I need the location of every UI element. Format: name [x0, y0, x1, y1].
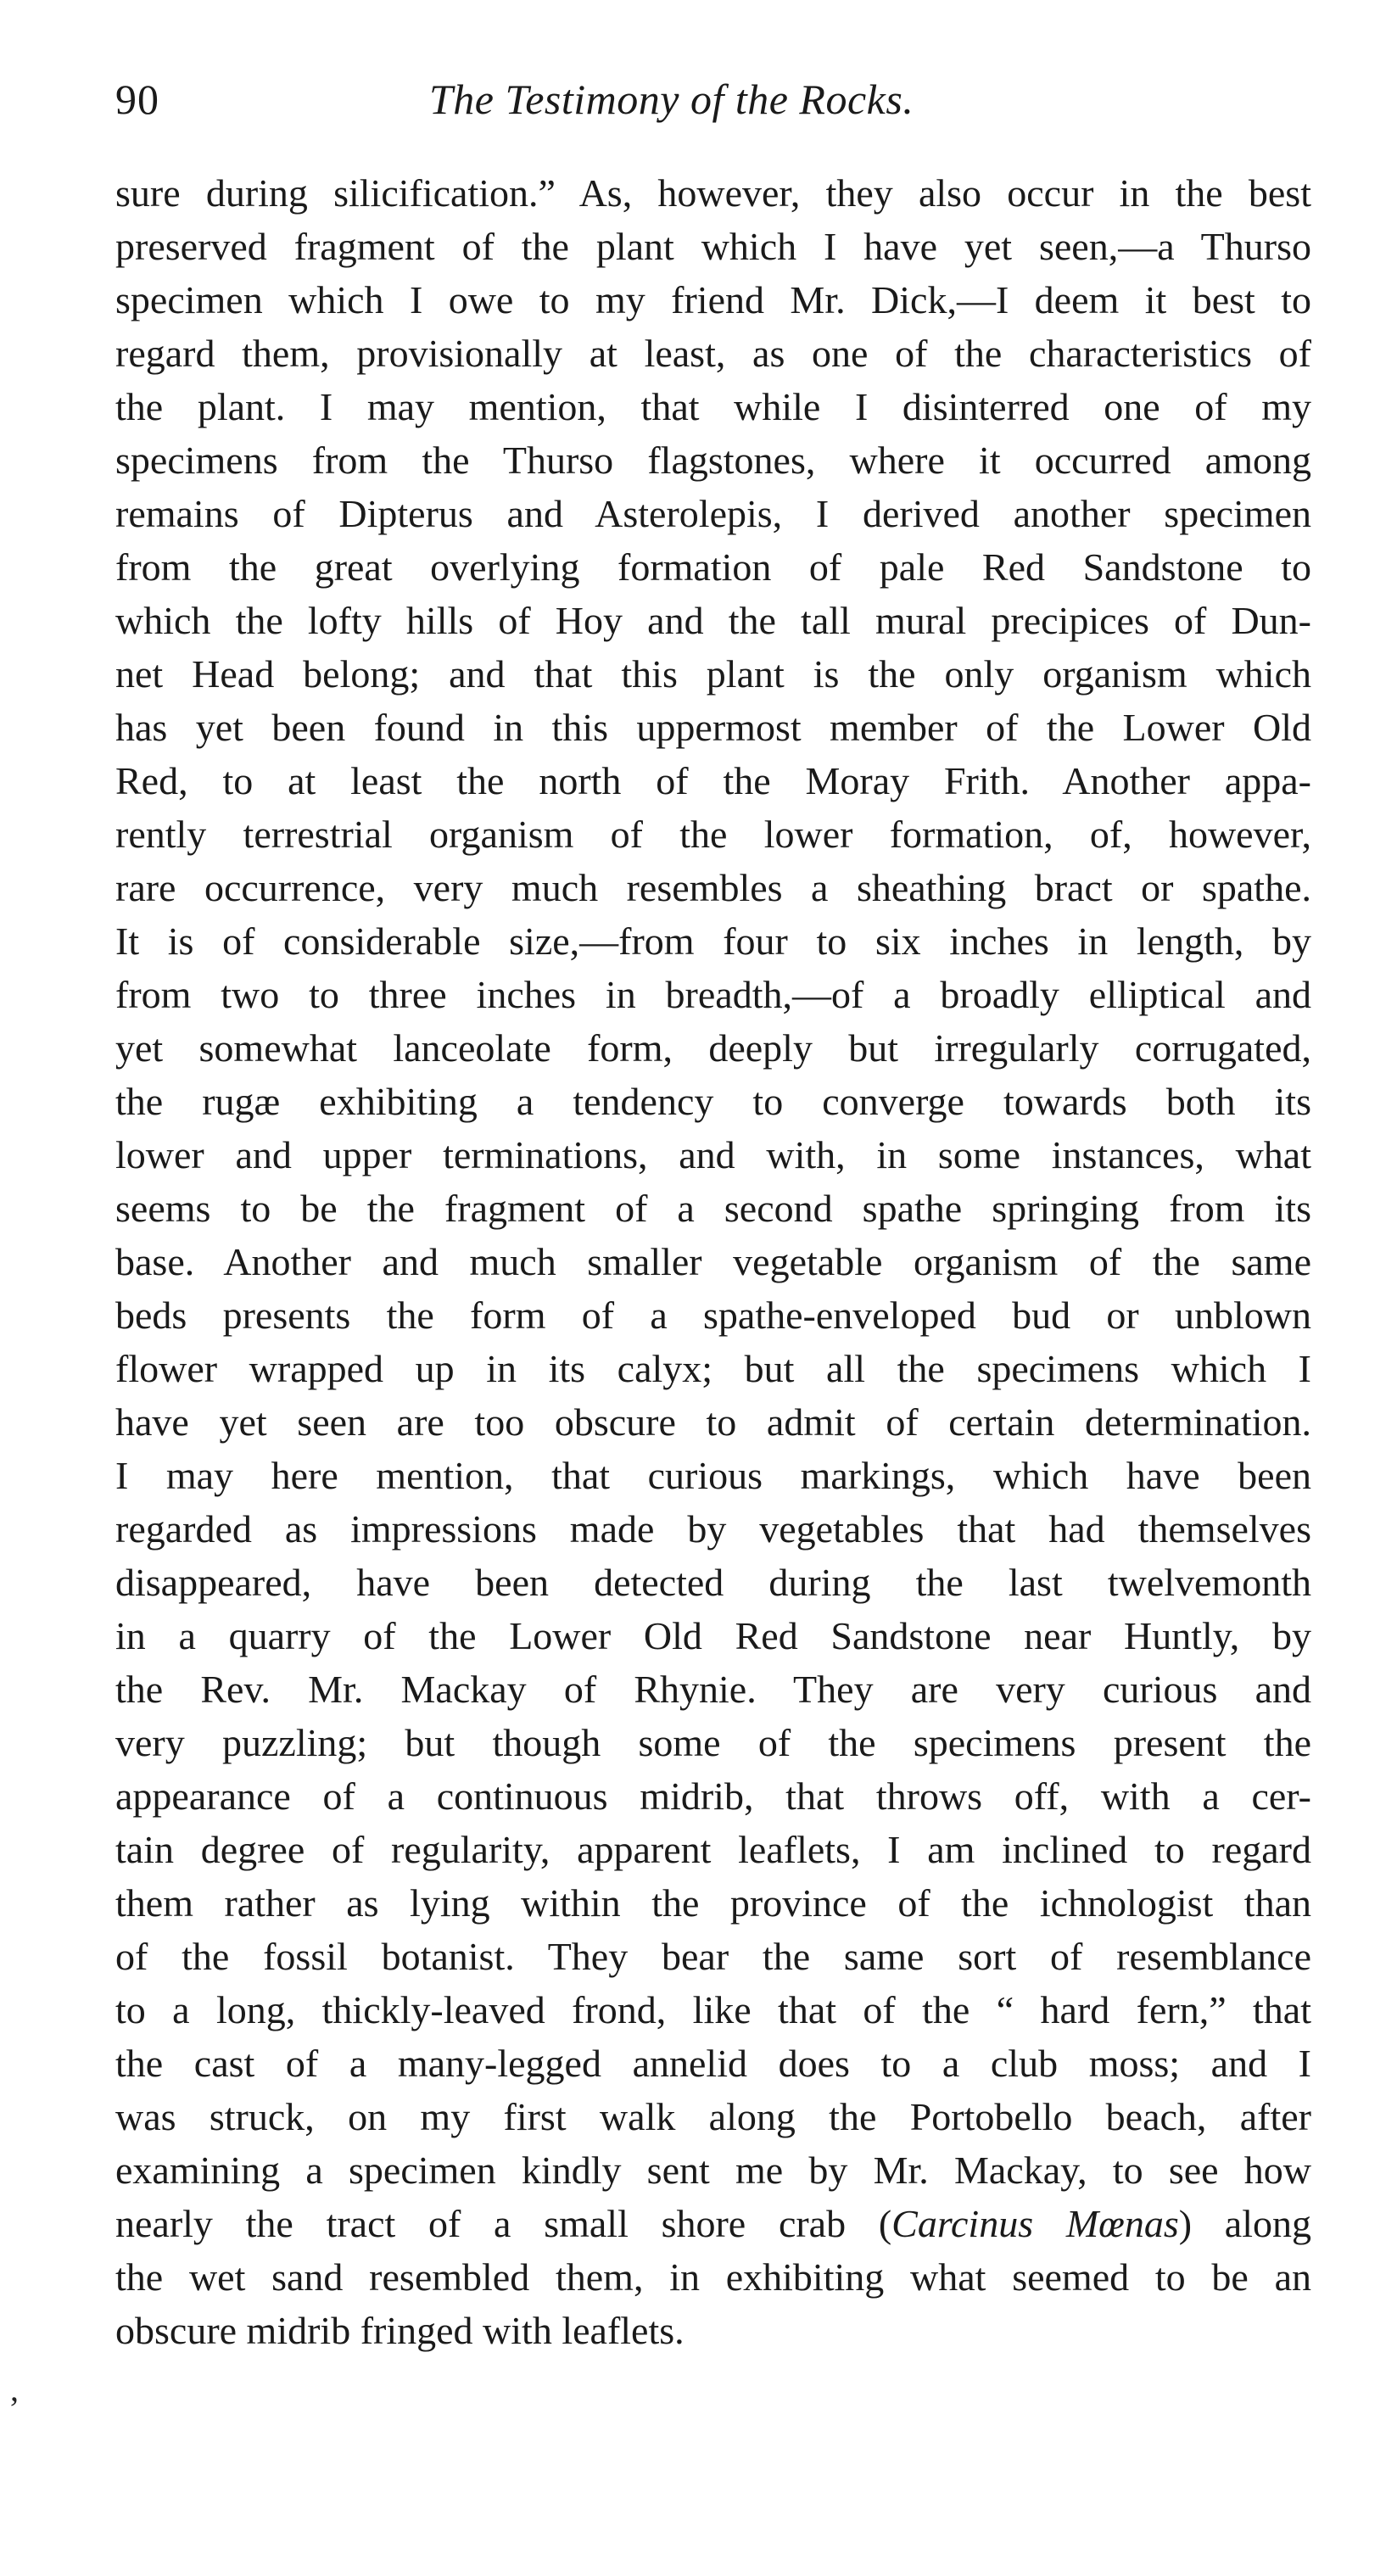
- text-line: the Rev. Mr. Mackay of Rhynie. They are very curious and: [115, 1668, 1311, 1711]
- text-line: specimen which I owe to my friend Mr. Dick,—I deem it best to: [115, 278, 1311, 321]
- text-line: regarded as impressions made by vegetables that had themselves: [115, 1507, 1311, 1551]
- text-line: to a long, thickly-leaved frond, like that of the “ hard fern,” that: [115, 1988, 1311, 2031]
- text-line: have yet seen are too obscure to admit of certain determination.: [115, 1400, 1311, 1444]
- species-line-before: nearly the tract of a small shore crab (: [115, 2202, 892, 2245]
- species-name: Carcinus Mœnas: [891, 2202, 1179, 2245]
- text-line: I may here mention, that curious markings, which have been: [115, 1454, 1311, 1497]
- text-line: tain degree of regularity, apparent leaflets, I am inclined to regard: [115, 1828, 1311, 1871]
- text-line-species: [115, 2197, 1311, 2250]
- text-line: It is of considerable size,—from four to six inches in length, by: [115, 919, 1311, 963]
- stray-print-mark: ’: [8, 2389, 20, 2428]
- text-line: net Head belong; and that this plant is the only organism which: [115, 652, 1311, 696]
- text-line: the wet sand resembled them, in exhibiting what seemed to be an: [115, 2255, 1311, 2299]
- text-line: which the lofty hills of Hoy and the tall mural precipices of Dun-: [115, 599, 1311, 642]
- text-line: rently terrestrial organism of the lower formation, of, however,: [115, 813, 1311, 856]
- text-line: remains of Dipterus and Asterolepis, I derived another specimen: [115, 492, 1311, 535]
- text-line: the plant. I may mention, that while I disinterred one of my: [115, 385, 1311, 428]
- text-line: Red, to at least the north of the Moray Frith. Another appa-: [115, 759, 1311, 802]
- page-number: 90: [115, 75, 159, 123]
- text-line: from two to three inches in breadth,—of a broadly elliptical and: [115, 973, 1311, 1016]
- text-line: yet somewhat lanceolate form, deeply but irregularly corrugated,: [115, 1026, 1311, 1070]
- text-line: the rugæ exhibiting a tendency to converge towards both its: [115, 1080, 1311, 1123]
- text-line: appearance of a continuous midrib, that throws off, with a cer-: [115, 1774, 1311, 1818]
- text-line: rare occurrence, very much resembles a sheathing bract or spathe.: [115, 866, 1311, 909]
- text-line: was struck, on my first walk along the Portobello beach, after: [115, 2095, 1311, 2138]
- text-line: base. Another and much smaller vegetable organism of the same: [115, 1240, 1311, 1283]
- text-line: of the fossil botanist. They bear the same sort of resemblance: [115, 1935, 1311, 1978]
- page-header: [115, 70, 1311, 129]
- text-line: very puzzling; but though some of the specimens present the: [115, 1721, 1311, 1764]
- text-line: beds presents the form of a spathe-enveloped bud or unblown: [115, 1294, 1311, 1337]
- text-line: from the great overlying formation of pale Red Sandstone to: [115, 545, 1311, 589]
- text-line: has yet been found in this uppermost member of the Lower Old: [115, 706, 1311, 749]
- text-line: examining a specimen kindly sent me by Mr. Mackay, to see how: [115, 2149, 1311, 2192]
- running-title: The Testimony of the Rocks.: [429, 75, 914, 123]
- species-line-after: ) along: [1178, 2202, 1311, 2245]
- text-line: disappeared, have been detected during the last twelvemonth: [115, 1561, 1311, 1604]
- text-line: them rather as lying within the province of the ichnologist than: [115, 1881, 1311, 1925]
- text-line: obscure midrib fringed with leaflets.: [115, 2309, 685, 2352]
- text-line: the cast of a many-legged annelid does to a club moss; and I: [115, 2042, 1311, 2085]
- body-text: [115, 166, 1311, 2357]
- text-line: flower wrapped up in its calyx; but all the specimens which I: [115, 1347, 1311, 1390]
- text-line: regard them, provisionally at least, as one of the characteristics of: [115, 332, 1311, 375]
- text-line: sure during silicification.” As, however, they also occur in the best: [115, 171, 1311, 215]
- text-line: in a quarry of the Lower Old Red Sandstone near Huntly, by: [115, 1614, 1311, 1657]
- text-line: seems to be the fragment of a second spathe springing from its: [115, 1187, 1311, 1230]
- text-line: preserved fragment of the plant which I have yet seen,—a Thurso: [115, 225, 1311, 268]
- text-line: specimens from the Thurso flagstones, where it occurred among: [115, 439, 1311, 482]
- text-line: lower and upper terminations, and with, in some instances, what: [115, 1133, 1311, 1176]
